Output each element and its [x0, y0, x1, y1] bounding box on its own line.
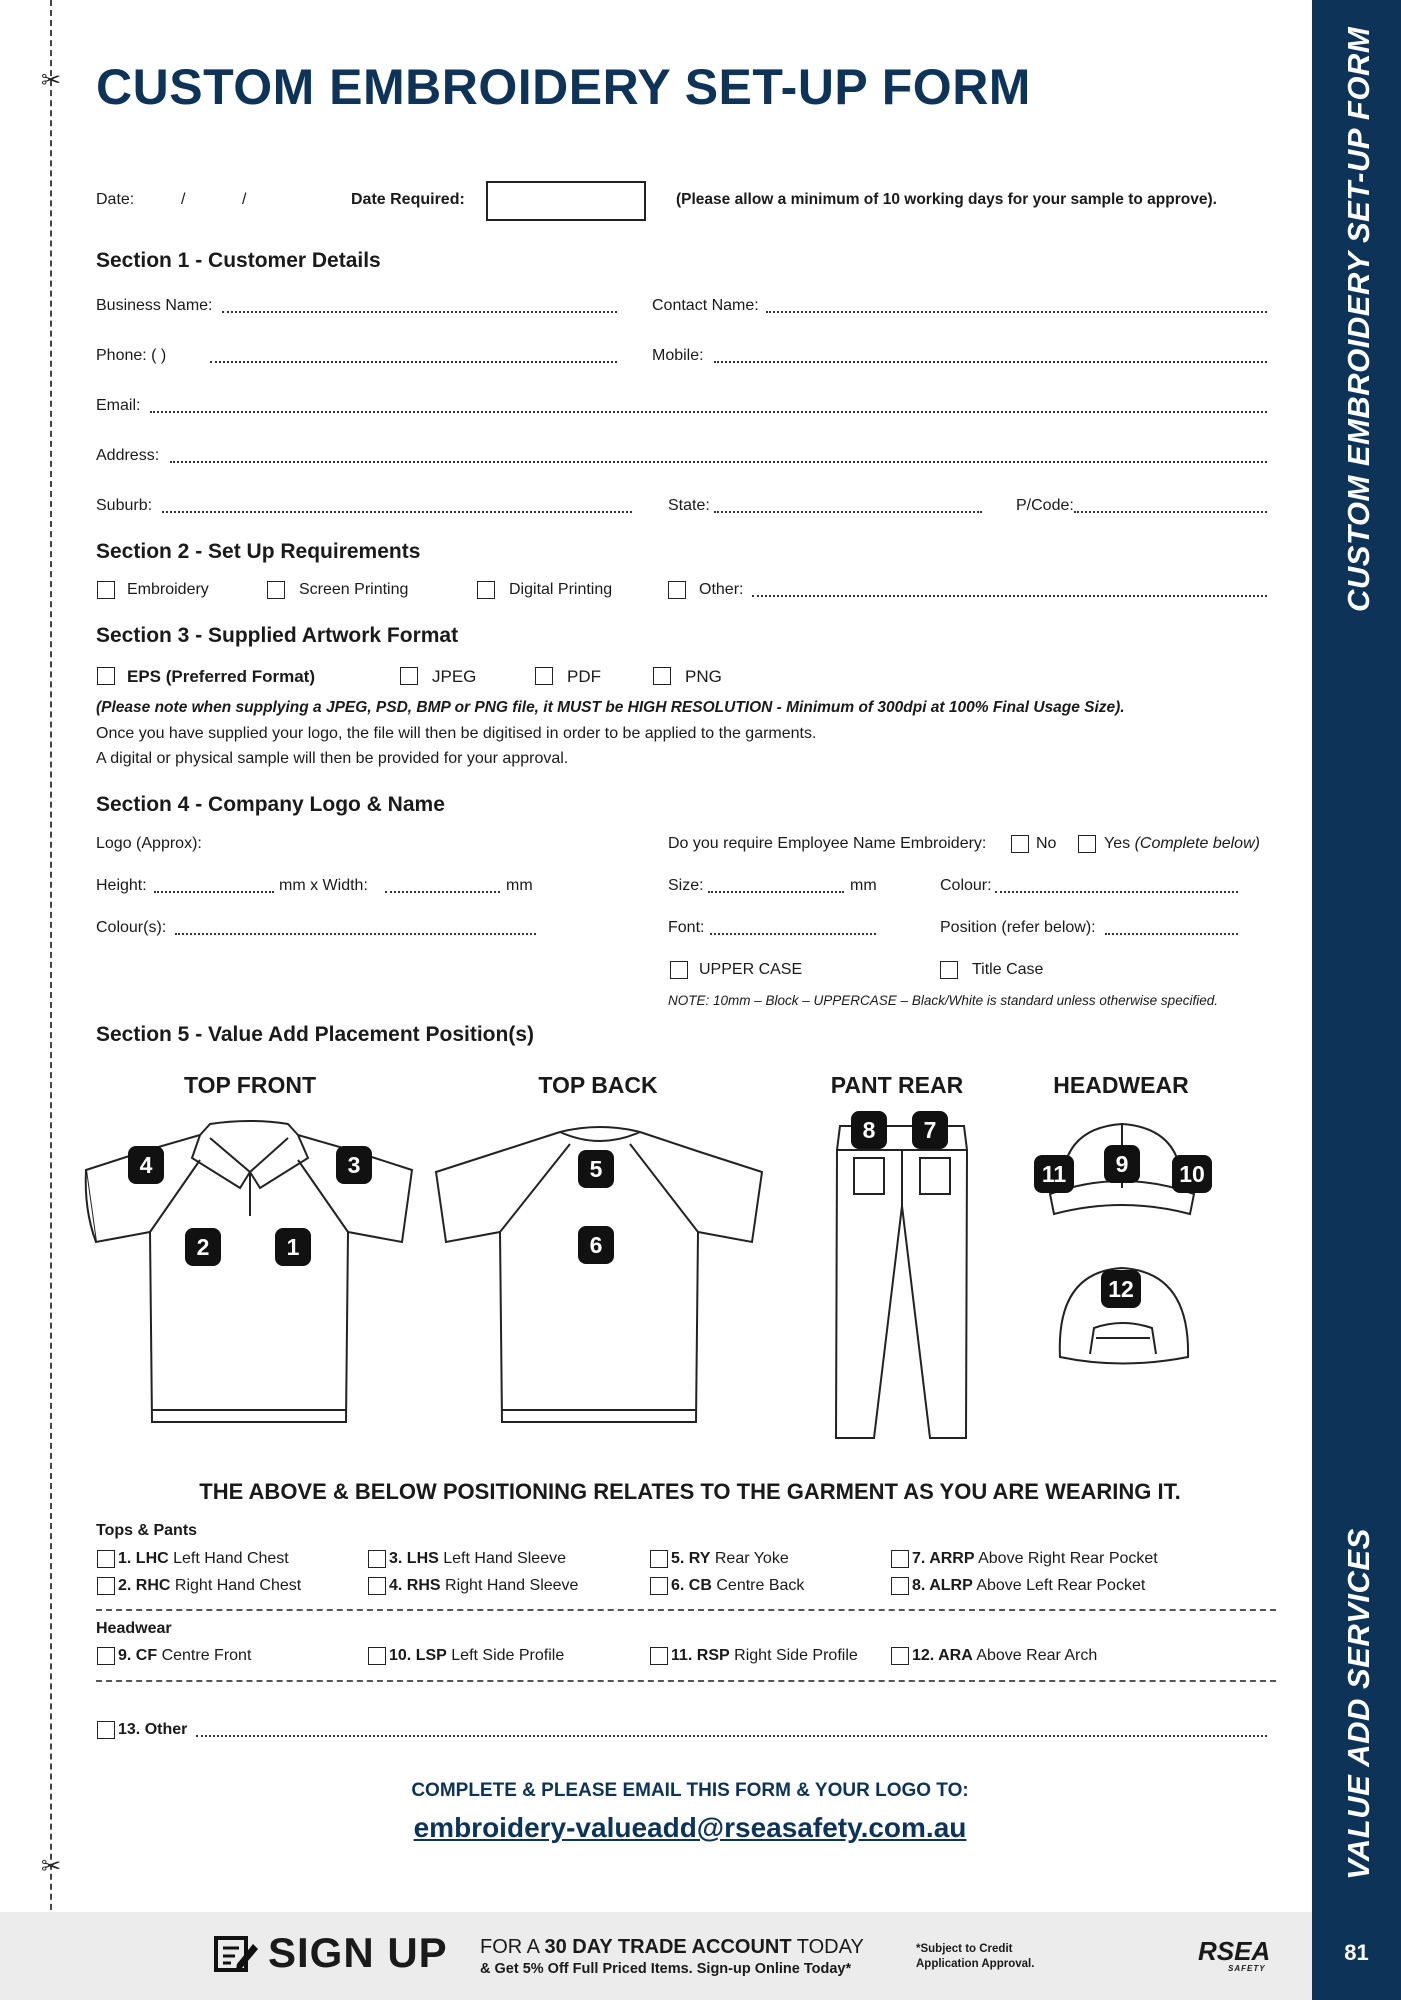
- credit-disclaimer: *Subject to Credit Application Approval.: [916, 1943, 1035, 1970]
- width-unit: mm: [506, 877, 533, 894]
- section1-title: Section 1 - Customer Details: [96, 249, 381, 272]
- rsea-logo-sub: SAFETY: [1228, 1964, 1266, 1973]
- page-number: 81: [1344, 1940, 1369, 1965]
- email-label: Email:: [96, 397, 141, 414]
- postcode-label: P/Code:: [1016, 497, 1074, 514]
- sign-up-form-icon: [213, 1934, 259, 1974]
- pdf-checkbox[interactable]: [535, 667, 553, 685]
- employee-no-checkbox[interactable]: [1011, 835, 1029, 853]
- size-label: Size:: [668, 877, 704, 894]
- contact-name-label: Contact Name:: [652, 297, 759, 314]
- business-name-label: Business Name:: [96, 297, 213, 314]
- ara-option: 12. ARA Above Rear Arch: [912, 1647, 1098, 1664]
- date-label: Date:: [96, 191, 135, 208]
- tops-pants-title: Tops & Pants: [96, 1522, 198, 1539]
- colour-label: Colour:: [940, 877, 992, 894]
- digital-printing-checkbox[interactable]: [477, 581, 495, 599]
- headwear-title: HEADWEAR: [1053, 1072, 1189, 1098]
- cb-option: 6. CB Centre Back: [671, 1577, 805, 1594]
- position-badge-8: 8: [851, 1111, 887, 1149]
- other-position-field[interactable]: [196, 1735, 1267, 1737]
- alrp-checkbox[interactable]: [891, 1577, 909, 1595]
- state-label: State:: [668, 497, 710, 514]
- cb-checkbox[interactable]: [650, 1577, 668, 1595]
- screen-printing-checkbox[interactable]: [267, 581, 285, 599]
- pdf-label: PDF: [567, 667, 601, 686]
- suburb-field[interactable]: [162, 511, 632, 513]
- logo-label: Logo (Approx):: [96, 835, 202, 852]
- position-badge-6: 6: [578, 1226, 614, 1264]
- position-badge-2: 2: [185, 1228, 221, 1266]
- ry-option: 5. RY Rear Yoke: [671, 1550, 789, 1567]
- lhs-checkbox[interactable]: [368, 1550, 386, 1568]
- employee-no-label: No: [1036, 835, 1057, 852]
- title-case-checkbox[interactable]: [940, 961, 958, 979]
- width-label: mm x Width:: [279, 877, 368, 894]
- divider: [96, 1680, 1276, 1682]
- jpeg-label: JPEG: [432, 667, 477, 686]
- address-label: Address:: [96, 447, 160, 464]
- page-title: CUSTOM EMBROIDERY SET-UP FORM: [96, 59, 1031, 115]
- trade-account-line: FOR A 30 DAY TRADE ACCOUNT TODAY: [480, 1936, 864, 1958]
- top-front-title: TOP FRONT: [183, 1072, 317, 1098]
- position-badge-12: 12: [1101, 1270, 1141, 1308]
- discount-line: & Get 5% Off Full Priced Items. Sign-up Online Today*: [480, 1961, 852, 1977]
- other-field[interactable]: [752, 595, 1267, 597]
- divider: [96, 1609, 1276, 1611]
- upper-case-label: UPPER CASE: [699, 961, 803, 978]
- lsp-checkbox[interactable]: [368, 1647, 386, 1665]
- embroidery-label: Embroidery: [127, 581, 209, 598]
- sidebar-form-title: CUSTOM EMBROIDERY SET-UP FORM: [1341, 26, 1376, 612]
- position-badge-9: 9: [1104, 1145, 1140, 1183]
- rsea-logo: RSEA: [1198, 1936, 1271, 1966]
- sidebar-section-title: VALUE ADD SERVICES: [1341, 1528, 1376, 1880]
- png-checkbox[interactable]: [653, 667, 671, 685]
- colour-field[interactable]: [995, 891, 1238, 893]
- email-field[interactable]: [150, 411, 1267, 413]
- position-badge-11: 11: [1034, 1155, 1074, 1193]
- business-name-field[interactable]: [222, 311, 617, 313]
- colours-field[interactable]: [175, 933, 536, 935]
- state-field[interactable]: [714, 511, 982, 513]
- lhc-checkbox[interactable]: [97, 1550, 115, 1568]
- eps-checkbox[interactable]: [97, 667, 115, 685]
- date-separator: /: [242, 191, 247, 208]
- section4-title: Section 4 - Company Logo & Name: [96, 793, 445, 816]
- pants-rear-drawing: [826, 1118, 976, 1443]
- size-field[interactable]: [708, 891, 844, 893]
- font-label: Font:: [668, 919, 705, 936]
- other-label: Other:: [699, 581, 744, 598]
- rhs-option: 4. RHS Right Hand Sleeve: [389, 1577, 579, 1594]
- standard-note: NOTE: 10mm – Block – UPPERCASE – Black/White is standard unless otherwise specified.: [668, 993, 1218, 1008]
- date-required-label: Date Required:: [351, 191, 465, 208]
- png-label: PNG: [685, 667, 722, 686]
- address-field[interactable]: [170, 461, 1267, 463]
- phone-label: Phone: ( ): [96, 347, 167, 364]
- email-link[interactable]: embroidery-valueadd@rseasafety.com.au: [413, 1812, 967, 1843]
- rhc-option: 2. RHC Right Hand Chest: [118, 1577, 302, 1594]
- arrp-option: 7. ARRP Above Right Rear Pocket: [912, 1550, 1158, 1567]
- position-badge-4: 4: [128, 1146, 164, 1184]
- employee-yes-label: Yes (Complete below): [1104, 835, 1260, 852]
- position-badge-3: 3: [336, 1146, 372, 1184]
- suburb-label: Suburb:: [96, 497, 153, 514]
- other-checkbox[interactable]: [668, 581, 686, 599]
- cf-checkbox[interactable]: [97, 1647, 115, 1665]
- contact-name-field[interactable]: [766, 311, 1267, 313]
- digital-printing-label: Digital Printing: [509, 581, 613, 598]
- email-instruction: COMPLETE & PLEASE EMAIL THIS FORM & YOUR LOGO TO:: [411, 1780, 969, 1801]
- sample-text: A digital or physical sample will then be provided for your approval.: [96, 750, 569, 767]
- scissors-icon: ✂: [41, 67, 62, 94]
- headwear-options-title: Headwear: [96, 1620, 172, 1637]
- employee-name-question: Do you require Employee Name Embroidery:: [668, 835, 987, 852]
- other-position-checkbox[interactable]: [97, 1721, 115, 1739]
- mobile-label: Mobile:: [652, 347, 704, 364]
- eps-label: EPS (Preferred Format): [127, 667, 315, 686]
- position-badge-1: 1: [275, 1228, 311, 1266]
- sign-up-heading[interactable]: SIGN UP: [268, 1929, 448, 1976]
- section3-title: Section 3 - Supplied Artwork Format: [96, 624, 459, 647]
- cut-line: [50, 0, 52, 2000]
- position-label: Position (refer below):: [940, 919, 1096, 936]
- date-separator: /: [181, 191, 186, 208]
- height-field[interactable]: [154, 891, 274, 893]
- section5-title: Section 5 - Value Add Placement Position(s): [96, 1023, 534, 1046]
- date-required-field[interactable]: [486, 181, 646, 221]
- mobile-field[interactable]: [714, 361, 1267, 363]
- phone-field[interactable]: [210, 361, 617, 363]
- size-unit: mm: [850, 877, 877, 894]
- lhs-option: 3. LHS Left Hand Sleeve: [389, 1550, 566, 1567]
- rhs-checkbox[interactable]: [368, 1577, 386, 1595]
- other-position-label: 13. Other: [118, 1721, 188, 1738]
- digitise-text: Once you have supplied your logo, the file will then be digitised in order to be applied to the garments.: [96, 725, 817, 742]
- rhc-checkbox[interactable]: [97, 1577, 115, 1595]
- title-case-label: Title Case: [972, 961, 1044, 978]
- position-badge-10: 10: [1172, 1155, 1212, 1193]
- allow-note: (Please allow a minimum of 10 working days for your sample to approve).: [676, 191, 1217, 208]
- alrp-option: 8. ALRP Above Left Rear Pocket: [912, 1577, 1146, 1594]
- lsp-option: 10. LSP Left Side Profile: [389, 1647, 565, 1664]
- upper-case-checkbox[interactable]: [670, 961, 688, 979]
- employee-yes-note: (Complete below): [1134, 835, 1260, 852]
- embroidery-checkbox[interactable]: [97, 581, 115, 599]
- ara-checkbox[interactable]: [891, 1647, 909, 1665]
- rsp-option: 11. RSP Right Side Profile: [671, 1647, 858, 1664]
- colours-label: Colour(s):: [96, 919, 167, 936]
- width-field[interactable]: [385, 891, 500, 893]
- arrp-checkbox[interactable]: [891, 1550, 909, 1568]
- top-back-title: TOP BACK: [538, 1072, 658, 1098]
- section2-title: Section 2 - Set Up Requirements: [96, 540, 421, 563]
- position-field[interactable]: [1105, 933, 1238, 935]
- jpeg-checkbox[interactable]: [400, 667, 418, 685]
- rsp-checkbox[interactable]: [650, 1647, 668, 1665]
- position-badge-7: 7: [912, 1111, 948, 1149]
- postcode-field[interactable]: [1074, 511, 1267, 513]
- wearing-note: THE ABOVE & BELOW POSITIONING RELATES TO THE GARMENT AS YOU ARE WEARING IT.: [199, 1479, 1181, 1504]
- font-field[interactable]: [710, 933, 876, 935]
- height-label: Height:: [96, 877, 147, 894]
- scissors-icon: ✂: [41, 1853, 62, 1880]
- ry-checkbox[interactable]: [650, 1550, 668, 1568]
- employee-yes-checkbox[interactable]: [1078, 835, 1096, 853]
- pant-rear-title: PANT REAR: [830, 1072, 964, 1098]
- screen-printing-label: Screen Printing: [299, 581, 409, 598]
- lhc-option: 1. LHC Left Hand Chest: [118, 1550, 289, 1567]
- resolution-note: (Please note when supplying a JPEG, PSD, BMP or PNG file, it MUST be HIGH RESOLUTION - Minimum of 300dpi at 100% Final Usage Size).: [96, 699, 1125, 716]
- position-badge-5: 5: [578, 1150, 614, 1188]
- cf-option: 9. CF Centre Front: [118, 1647, 252, 1664]
